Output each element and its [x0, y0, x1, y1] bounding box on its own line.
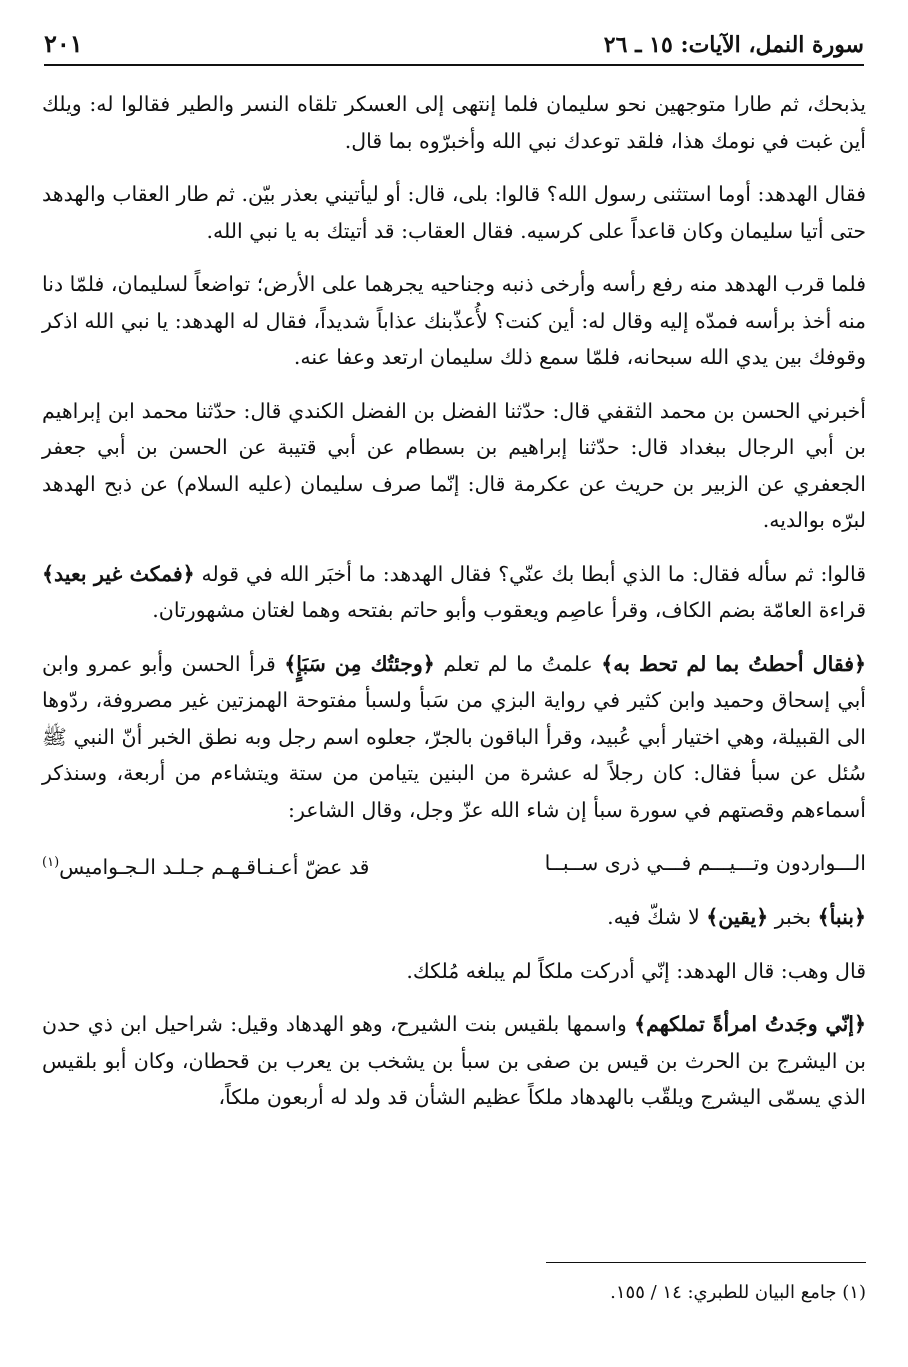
paragraph-7-text-b: لا شكّ فيه. [607, 905, 707, 930]
poetry-verse [42, 845, 866, 885]
quran-quote: ﴿بنبأ﴾ [817, 905, 866, 930]
footnote: (١) جامع البيان للطبري: ١٤ / ١٥٥. [610, 1282, 866, 1303]
paragraph-5-text-a: قالوا: ثم سأله فقال: ما الذي أبطا بك عنّي؟ فقال الهدهد: ما أخبَر الله في قوله [194, 561, 866, 586]
paragraph-6-text-b: قرأ الحسن وأبو عمرو وابن أبي إسحاق وحميد وابن كثير في رواية البزي من سَبأ ولسبأ مفتوحة الهمزتين غير مصروفة، ردّوها الى القبيلة، وهي اختيار أبي عُبيد، وقرأ الباقون بالجرّ، جعلوه اسم رجل وبه نطق الخبر أنّ النبي ﷺ سُئل عن سبأ فقال: كان رجلاً له عشرة من البنين يتيامن من ستة ويتشاءم من أربعة، وسنذكر أسماءهم وقصتهم في سورة سبأ إن شاء الله عزّ وجل، وقال الشاعر: [42, 651, 866, 822]
paragraph-9-text: واسمها بلقيس بنت الشيرح، وهو الهدهاد وقيل: شراحيل ابن ذي حدن بن اليشرج بن الحرث بن قيس بن صفى بن سبأ بن يشخب بن يعرب بن قحطان، وكان أبو بلقيس الذي يسمّى اليشرج ويلقّب بالهدهاد ملكاً عظيم الشأن قد ولد له أربعون ملكاً، [42, 1012, 866, 1110]
paragraph-8: قال وهب: قال الهدهد: إنّي أدركت ملكاً لم يبلغه مُلكك. [406, 958, 866, 983]
paragraph-1: يذبحك، ثم طارا متوجهين نحو سليمان فلما إنتهى إلى العسكر تلقاه النسر والطير فقالوا له: ويلك أين غبت في نومك هذا، فلقد توعدك نبي الله وأخبرّوه بما قال. [42, 92, 866, 153]
paragraph-6 [42, 646, 866, 829]
footnote-separator [546, 1262, 866, 1263]
paragraph-4: أخبرني الحسن بن محمد الثقفي قال: حدّثنا الفضل بن الفضل الكندي قال: حدّثنا محمد ابن إبراهيم بن أبي الرجال ببغداد قال: حدّثنا إبراهيم بن بسطام عن أبي قتيبة عن الحسن بن أبي جعفر الجعفري عن الزبير بن حريث عن عكرمة قال: إنّما صرف سليمان (عليه السلام) عن ذبح الهدهد لبرّه بوالديه. [42, 398, 866, 532]
paragraph-7 [42, 899, 866, 936]
paragraph-9 [42, 1006, 866, 1116]
quran-quote: ﴿وجئتُك مِن سَبَإٍ﴾ [284, 651, 435, 676]
quran-quote: ﴿فمكث غير بعيد﴾ [42, 561, 195, 586]
verse-first-hemistich: الـــواردون وتـــيـــم فـــي ذرى ســبــا [544, 851, 866, 875]
paragraph-7-text-a: بخبر [768, 905, 818, 930]
verse-second-text: قد عضّ أعـنـاقـهـم جـلـد الـجـواميس [59, 854, 370, 879]
paragraph-2: فقال الهدهد: أوما استثنى رسول الله؟ قالوا: بلى، قال: أو ليأتيني بعذر بيّن. ثم طار العقاب والهدهد حتى أتيا سليمان وكان قاعداً على كرسيه. فقال العقاب: قد أتيتك به يا نبي الله. [42, 182, 866, 243]
footnote-marker: (١) [42, 855, 60, 870]
paragraph-5-text-b: قراءة العامّة بضم الكاف، وقرأ عاصِم ويعقوب وأبو حاتم بفتحه وهما لغتان مشهورتان. [152, 598, 866, 622]
page-header [44, 26, 864, 66]
page-number: ٢٠١ [44, 29, 83, 58]
page-body [42, 86, 866, 1133]
paragraph-3: فلما قرب الهدهد منه رفع رأسه وأرخى ذنبه وجناحيه يجرهما على الأرض؛ تواضعاً لسليمان، فلمّا دنا منه أخذ برأسه فمدّه إليه وقال له: أين كنت؟ لأُعذّبنك عذاباً شديداً، فقال له الهدهد: يا نبي الله اذكر وقوفك بين يدي الله سبحانه، فلمّا سمع ذلك سليمان ارتعد وعفا عنه. [42, 272, 866, 369]
running-title: سورة النمل، الآيات: ١٥ ـ ٢٦ [603, 32, 864, 58]
verse-second-hemistich [42, 845, 369, 885]
quran-quote: ﴿يقين﴾ [706, 905, 769, 930]
paragraph-5 [42, 556, 866, 629]
paragraph-6-text-a: علمتُ ما لم تعلم [434, 651, 602, 676]
quran-quote: ﴿إنّي وجَدتُ امرأةً تملكهم﴾ [634, 1012, 866, 1037]
quran-quote: ﴿فقال أحطتُ بما لم تحط به﴾ [601, 651, 867, 676]
